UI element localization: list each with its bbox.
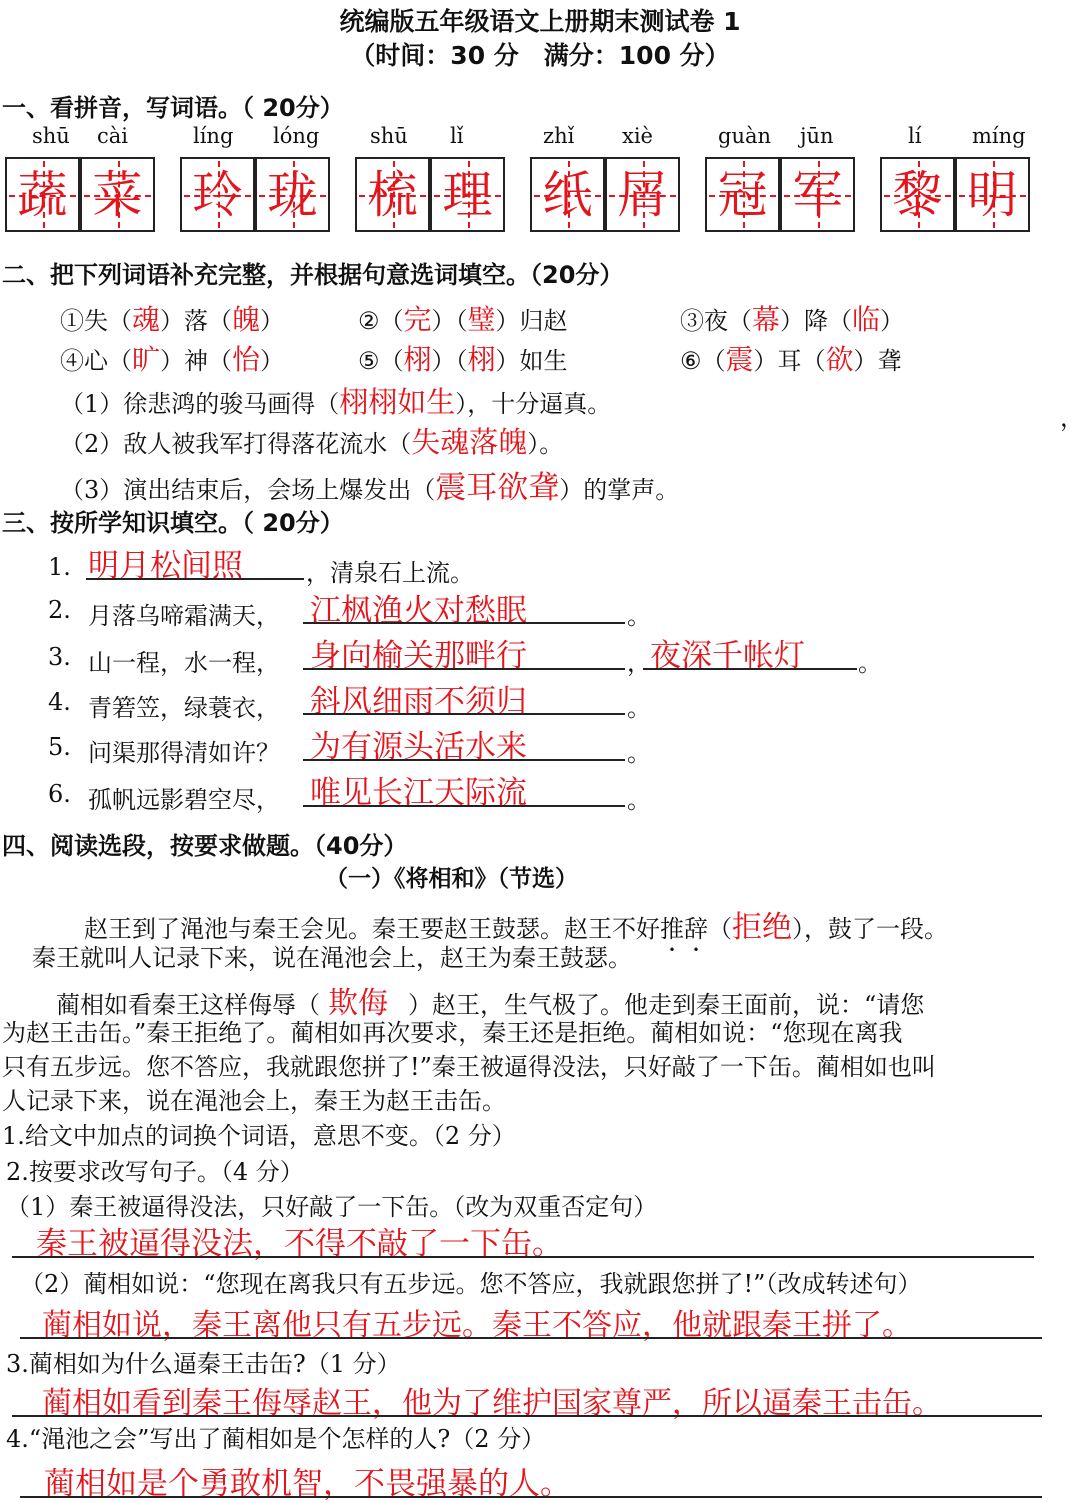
passage-line: 人记录下来，说在渑池会上，秦王为赵王击缶。 xyxy=(2,1087,506,1115)
passage-title: （一）《将相和》（节选） xyxy=(325,866,578,892)
char-box xyxy=(430,157,505,232)
question-2-1: （1）秦王被逼得没法，只好敲了一下缶。（改为双重否定句） xyxy=(6,1193,658,1221)
answer-char: 梳 xyxy=(367,166,418,224)
char-box xyxy=(880,157,955,232)
passage-line: 秦王就叫人记录下来，说在渑池会上，赵王为秦王鼓瑟。 xyxy=(32,944,632,972)
answer-char: 玲 xyxy=(192,166,243,224)
answer-char: 蔬 xyxy=(17,166,68,224)
answer: 蔺相如是个勇敢机智，不畏强暴的人。 xyxy=(44,1466,571,1502)
section2-heading: 二、把下列词语补充完整，并根据句意选词填空。（20分） xyxy=(2,261,624,289)
char-box xyxy=(955,157,1030,232)
poem-text: 青箬笠，绿蓑衣， xyxy=(88,694,280,722)
char-box xyxy=(530,157,605,232)
char-box xyxy=(80,157,155,232)
answer: 旷 xyxy=(132,343,161,376)
answer-char: 军 xyxy=(792,166,843,224)
answer-line xyxy=(12,1415,1042,1417)
answer: 璧 xyxy=(467,303,496,336)
question-2-2: （2）蔺相如说：“您现在离我只有五步远。您不答应，我就跟您拼了!”（改成转述句） xyxy=(20,1270,922,1298)
char-box xyxy=(5,157,80,232)
idiom-row-2c: ⑥（震）耳（欲）聋 xyxy=(680,343,902,376)
poem-text: 月落乌啼霜满天， xyxy=(88,602,280,630)
pinyin: shū xyxy=(32,124,70,148)
answer: 欺侮 xyxy=(328,986,388,1021)
fill-sentence-2: （2）敌人被我军打得落花流水（失魂落魄）。 xyxy=(60,425,564,459)
section1-heading: 一、看拼音，写词语。（ 20分） xyxy=(2,94,344,122)
answer: 欲 xyxy=(825,343,854,376)
answer-line xyxy=(12,1256,1034,1258)
poem-text: 。 xyxy=(627,739,651,767)
answer-char: 菜 xyxy=(92,166,143,224)
answer: 栩 xyxy=(467,343,496,376)
pinyin: míng xyxy=(972,124,1026,148)
poem-text: 。 xyxy=(627,786,651,814)
idiom-row-1b: ②（完）（璧）归赵 xyxy=(358,303,568,336)
pinyin: guàn xyxy=(718,124,772,148)
answer-char: 屑 xyxy=(617,166,668,224)
question-4: 4.“渑池之会”写出了蔺相如是个怎样的人?（2 分） xyxy=(6,1425,546,1453)
pinyin: zhǐ xyxy=(543,124,575,148)
passage-line: 蔺相如看秦王这样侮辱（ 欺侮 ）赵王，生气极了。他走到秦王面前，说：“请您 xyxy=(56,986,925,1021)
char-box xyxy=(355,157,430,232)
char-box xyxy=(255,157,330,232)
answer: 秦王被逼得没法，不得不敲了一下缶。 xyxy=(36,1226,563,1262)
question-2: 2.按要求改写句子。（4 分） xyxy=(6,1158,304,1186)
q-number: 5. xyxy=(48,733,71,761)
idiom-row-2b: ⑤（栩）（栩）如生 xyxy=(358,343,568,376)
poem-text: 山一程，水一程， xyxy=(88,649,280,677)
poem-answer: 明月松间照 xyxy=(88,548,243,584)
poem-text: 。 xyxy=(627,694,651,722)
answer: 栩栩如生 xyxy=(339,385,456,419)
answer-char: 理 xyxy=(442,166,493,224)
answer: 拒绝 xyxy=(732,910,792,945)
question-1: 1.给文中加点的词换个词语，意思不变。（2 分） xyxy=(2,1122,516,1150)
char-box xyxy=(705,157,780,232)
question-3: 3.蔺相如为什么逼秦王击缶?（1 分） xyxy=(6,1350,401,1378)
pinyin: lǐ xyxy=(450,124,464,148)
answer-char: 黎 xyxy=(892,166,943,224)
pinyin: xiè xyxy=(622,124,653,148)
char-box xyxy=(780,157,855,232)
stray-comma: ， xyxy=(1060,404,1084,432)
answer: 魄 xyxy=(232,303,261,336)
q-number: 3. xyxy=(48,643,71,671)
passage-line: 为赵王击缶。”秦王拒绝了。蔺相如再次要求，秦王还是拒绝。蔺相如说：“您现在离我 xyxy=(2,1019,903,1047)
passage-line: 赵王到了渑池与秦王会见。秦王要赵王鼓瑟。赵王不好推辞（拒绝），鼓了一段。 xyxy=(84,910,948,945)
poem-text: 。 xyxy=(627,602,651,630)
answer-line xyxy=(303,668,625,670)
q-number: 6. xyxy=(48,780,71,808)
fill-sentence-1: （1）徐悲鸿的骏马画得（栩栩如生），十分逼真。 xyxy=(60,385,612,419)
answer-line xyxy=(643,668,857,670)
q-number: 4. xyxy=(48,688,71,716)
answer: 蔺相如说，秦王离他只有五步远。秦王不答应，他就跟秦王拼了。 xyxy=(42,1308,912,1343)
poem-answer: 斜风细雨不须归 xyxy=(310,684,527,720)
section4-heading: 四、阅读选段，按要求做题。（40分） xyxy=(2,832,408,860)
idiom-row-1: ①失（魂）落（魄） xyxy=(60,303,285,336)
poem-text: 孤帆远影碧空尽， xyxy=(88,786,280,814)
answer: 幕 xyxy=(752,303,781,336)
answer: 临 xyxy=(852,303,881,336)
answer-line xyxy=(86,578,304,580)
answer-char: 明 xyxy=(967,166,1018,224)
section3-heading: 三、按所学知识填空。（ 20分） xyxy=(2,509,344,537)
answer: 震耳欲聋 xyxy=(435,470,560,506)
answer-char: 纸 xyxy=(542,166,593,224)
answer-char: 冠 xyxy=(717,166,768,224)
answer-line xyxy=(303,713,625,715)
answer-char: 珑 xyxy=(267,166,318,224)
answer: 震 xyxy=(725,343,754,376)
q-number: 2. xyxy=(48,596,71,624)
poem-answer: 夜深千帐灯 xyxy=(650,638,805,674)
idiom-row-2: ④心（旷）神（怡） xyxy=(60,343,285,376)
poem-answer: 江枫渔火对愁眠 xyxy=(310,593,527,629)
answer-line xyxy=(20,1337,1042,1339)
poem-text: 。 xyxy=(858,649,882,677)
fill-sentence-3: （3）演出结束后，会场上爆发出（震耳欲聋）的掌声。 xyxy=(60,470,680,506)
char-box xyxy=(605,157,680,232)
page-subtitle: （时间：30 分 满分：100 分） xyxy=(350,41,730,70)
pinyin: lóng xyxy=(273,124,320,148)
answer: 完 xyxy=(403,303,432,336)
dotted-word: 推辞 xyxy=(660,915,708,943)
answer-line xyxy=(303,805,625,807)
answer-line xyxy=(303,759,625,761)
idiom-row-1c: ③夜（幕）降（临） xyxy=(680,303,905,336)
answer: 魂 xyxy=(132,303,161,336)
pinyin: cài xyxy=(97,124,128,148)
pinyin: líng xyxy=(193,124,234,148)
pinyin: lí xyxy=(908,124,922,148)
poem-answer: 唯见长江天际流 xyxy=(310,775,527,811)
passage-line: 只有五步远。您不答应，我就跟您拼了!”秦王被逼得没法，只好敲了一下缶。蔺相如也叫 xyxy=(2,1053,936,1081)
answer-line xyxy=(303,622,625,624)
pinyin: jūn xyxy=(800,124,834,148)
answer-line xyxy=(20,1496,1042,1498)
poem-text: ， xyxy=(627,649,651,677)
poem-answer: 为有源头活水来 xyxy=(310,729,527,765)
poem-text: ，清泉石上流。 xyxy=(306,559,474,587)
pinyin: shū xyxy=(370,124,408,148)
page-title: 统编版五年级语文上册期末测试卷 1 xyxy=(339,7,741,36)
answer: 怡 xyxy=(232,343,261,376)
char-box xyxy=(180,157,255,232)
poem-text: 问渠那得清如许？ xyxy=(88,739,280,767)
answer: 失魂落魄 xyxy=(411,425,528,459)
answer: 蔺相如看到秦王侮辱赵王，他为了维护国家尊严，所以逼秦王击缶。 xyxy=(42,1386,942,1421)
poem-answer: 身向榆关那畔行 xyxy=(310,638,527,674)
q-number: 1. xyxy=(48,553,71,581)
answer: 栩 xyxy=(403,343,432,376)
